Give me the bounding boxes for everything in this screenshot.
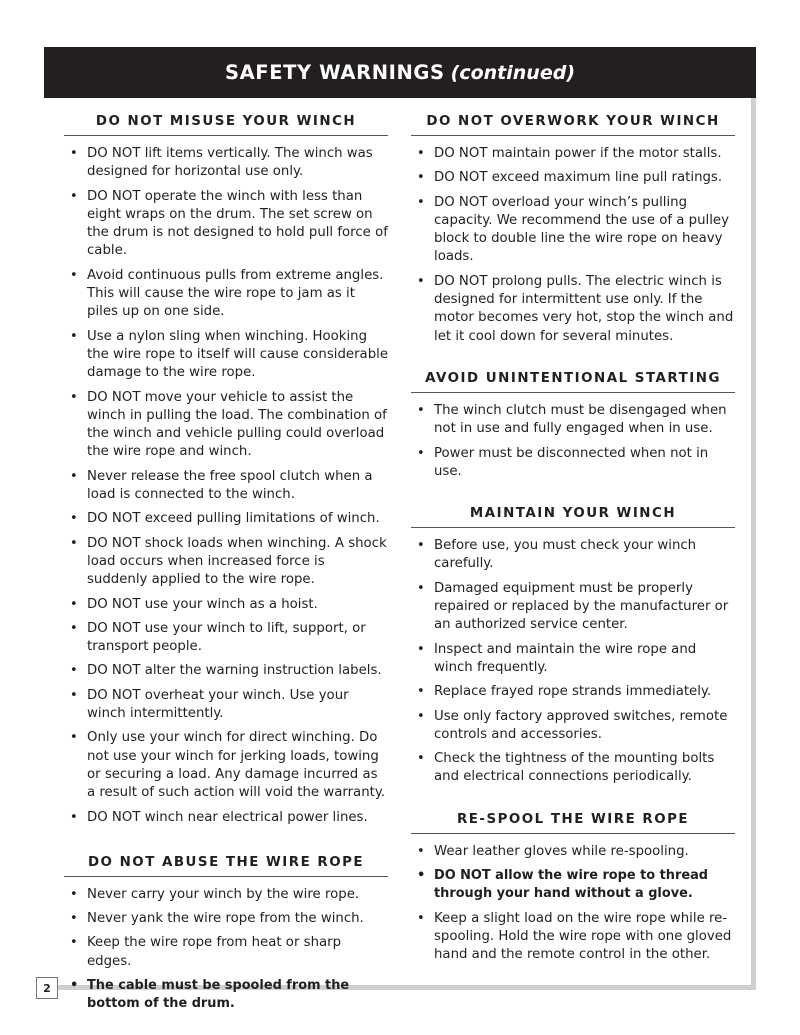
bullet-icon: • xyxy=(417,580,425,596)
bullet-icon: • xyxy=(417,445,425,461)
bullet-icon: • xyxy=(70,188,78,204)
bullet-icon: • xyxy=(417,273,425,289)
list-item xyxy=(411,867,735,904)
list-item-text: Check the tightness of the mounting bolts and electrical connections periodically. xyxy=(434,751,715,785)
bullet-icon: • xyxy=(70,809,78,825)
bullet-icon: • xyxy=(417,538,425,554)
list-item xyxy=(411,445,735,482)
list-item-text: DO NOT exceed maximum line pull ratings. xyxy=(434,170,723,186)
list-item-text: DO NOT operate the winch with less than eight wraps on the drum. The set screw on the drum is not designed to hold pull force of cable. xyxy=(87,188,388,259)
list-item xyxy=(64,687,388,724)
list-item xyxy=(64,977,388,1014)
bullet-icon: • xyxy=(70,267,78,283)
list-item xyxy=(64,596,388,614)
bullet-icon: • xyxy=(417,684,425,700)
list-item-text: Damaged equipment must be properly repaired or replaced by the manufacturer or an authorized service center. xyxy=(434,580,729,633)
list-item-text: Keep a slight load on the wire rope while re-spooling. Hold the wire rope with one gloved hand and the remote control in the other. xyxy=(434,910,732,963)
list-item-text: DO NOT use your winch as a hoist. xyxy=(87,596,318,612)
page-title-continued: (continued) xyxy=(450,61,576,84)
bullet-icon: • xyxy=(417,194,425,210)
bullet-list xyxy=(411,402,735,481)
right-column xyxy=(411,108,735,971)
bullet-icon: • xyxy=(417,170,425,186)
section-heading: MAINTAIN YOUR WINCH xyxy=(411,500,735,528)
list-item-text: DO NOT prolong pulls. The electric winch is designed for intermittent use only. If the motor becomes very hot, stop the winch and let it cool down for several minutes. xyxy=(434,273,734,344)
bullet-icon: • xyxy=(417,910,425,926)
list-item-text: DO NOT overload your winch’s pulling capacity. We recommend the use of a pulley block to double line the wire rope on heavy loads. xyxy=(434,194,729,265)
bullet-icon: • xyxy=(417,751,425,767)
bullet-icon: • xyxy=(70,663,78,679)
list-item xyxy=(411,843,735,861)
list-item-text: Avoid continuous pulls from extreme angles. This will cause the wire rope to jam as it piles up on one side. xyxy=(87,267,384,320)
list-item xyxy=(411,169,735,187)
list-item-text: DO NOT exceed pulling limitations of winch. xyxy=(87,511,380,527)
list-item xyxy=(411,641,735,678)
bullet-list xyxy=(64,145,388,827)
list-item xyxy=(64,510,388,528)
list-item-text: The winch clutch must be disengaged when not in use and fully engaged when in use. xyxy=(434,402,727,437)
section-maintain-your-winch xyxy=(411,500,735,787)
list-item-text: DO NOT lift items vertically. The winch was designed for horizontal use only. xyxy=(87,146,373,180)
list-item-text: Power must be disconnected when not in use. xyxy=(434,445,709,479)
list-item xyxy=(64,729,388,802)
list-item-text: Before use, you must check your winch carefully. xyxy=(434,538,697,572)
bullet-list xyxy=(64,886,388,1014)
section-do-not-overwork-your-winch xyxy=(411,108,735,346)
list-item-text: DO NOT allow the wire rope to thread through your hand without a glove. xyxy=(434,868,708,902)
bullet-icon: • xyxy=(70,146,78,161)
bullet-icon: • xyxy=(70,328,78,344)
list-item xyxy=(64,809,388,827)
bullet-list xyxy=(411,843,735,965)
bullet-icon: • xyxy=(417,708,425,724)
bullet-icon: • xyxy=(417,641,425,657)
list-item xyxy=(64,535,388,590)
list-item xyxy=(64,910,388,928)
section-heading: DO NOT OVERWORK YOUR WINCH xyxy=(411,108,735,136)
bullet-icon: • xyxy=(70,935,78,951)
list-item-text: DO NOT alter the warning instruction labels. xyxy=(87,663,382,679)
list-item xyxy=(411,750,735,787)
list-item xyxy=(64,468,388,505)
list-item xyxy=(411,580,735,635)
list-item-text: Use only factory approved switches, remote controls and accessories. xyxy=(434,708,728,742)
bullet-icon: • xyxy=(70,886,78,902)
list-item-text: Only use your winch for direct winching. Do not use your winch for jerking loads, towing or securing a load. Any damage incurred as a result of such action will void the warranty. xyxy=(87,730,386,801)
section-heading: AVOID UNINTENTIONAL STARTING xyxy=(411,365,735,393)
list-item xyxy=(411,145,735,163)
section-do-not-abuse-the-wire-rope xyxy=(64,849,388,1014)
left-column xyxy=(64,108,388,1020)
list-item-text: DO NOT shock loads when winching. A shock load occurs when increased force is suddenly applied to the wire rope. xyxy=(87,535,387,588)
list-item-text: Never yank the wire rope from the winch. xyxy=(87,911,364,927)
list-item-text: Never carry your winch by the wire rope. xyxy=(87,886,360,902)
list-item-text: Keep the wire rope from heat or sharp edges. xyxy=(87,935,342,969)
list-item xyxy=(64,267,388,322)
list-item xyxy=(64,145,388,182)
section-avoid-unintentional-starting xyxy=(411,365,735,481)
bullet-list xyxy=(411,537,735,787)
list-item xyxy=(64,934,388,971)
section-do-not-misuse-your-winch xyxy=(64,108,388,827)
list-item xyxy=(64,389,388,462)
list-item xyxy=(411,708,735,745)
list-item xyxy=(411,273,735,346)
list-item xyxy=(411,537,735,574)
bullet-icon: • xyxy=(70,730,78,746)
list-item xyxy=(64,886,388,904)
list-item-text: DO NOT maintain power if the motor stalls. xyxy=(434,146,722,161)
list-item-text: DO NOT winch near electrical power lines. xyxy=(87,809,368,825)
list-item xyxy=(411,194,735,267)
list-item-text: DO NOT overheat your winch. Use your winch intermittently. xyxy=(87,687,349,722)
list-item xyxy=(411,683,735,701)
page-header-banner xyxy=(44,47,756,98)
bullet-icon: • xyxy=(70,511,78,527)
bullet-icon: • xyxy=(70,911,78,927)
section-heading: DO NOT ABUSE THE WIRE ROPE xyxy=(64,849,388,877)
list-item-text: DO NOT use your winch to lift, support, or transport people. xyxy=(87,620,366,655)
bullet-icon: • xyxy=(70,389,78,405)
page-number: 2 xyxy=(36,977,58,999)
list-item xyxy=(64,328,388,383)
bullet-icon: • xyxy=(70,468,78,484)
bullet-icon: • xyxy=(70,535,78,551)
page-title: SAFETY WARNINGS xyxy=(224,61,445,84)
section-re-spool-the-wire-rope xyxy=(411,806,735,965)
list-item xyxy=(411,910,735,965)
bullet-icon: • xyxy=(70,687,78,703)
list-item-text: Use a nylon sling when winching. Hooking the wire rope to itself will cause considerable damage to the wire rope. xyxy=(87,328,389,381)
list-item xyxy=(64,662,388,680)
list-item-text: Inspect and maintain the wire rope and winch frequently. xyxy=(434,641,697,675)
bullet-list xyxy=(411,145,735,346)
list-item xyxy=(64,620,388,657)
list-item-text: Never release the free spool clutch when a load is connected to the winch. xyxy=(87,468,373,503)
bullet-icon: • xyxy=(70,620,78,636)
bullet-icon: • xyxy=(417,402,425,418)
bullet-icon: • xyxy=(417,843,425,859)
list-item xyxy=(64,188,388,261)
section-heading: DO NOT MISUSE YOUR WINCH xyxy=(64,108,388,136)
section-heading: RE-SPOOL THE WIRE ROPE xyxy=(411,806,735,834)
list-item-text: Replace frayed rope strands immediately. xyxy=(434,684,712,700)
bullet-icon: • xyxy=(70,596,78,612)
bullet-icon: • xyxy=(70,977,79,993)
list-item-text: Wear leather gloves while re-spooling. xyxy=(434,843,689,859)
list-item-text: DO NOT move your vehicle to assist the winch in pulling the load. The combination of the winch and vehicle pulling could overload the wire rope and winch. xyxy=(87,389,387,460)
list-item xyxy=(411,402,735,439)
list-item-text: The cable must be spooled from the bottom of the drum. xyxy=(87,977,350,1012)
bullet-icon: • xyxy=(417,146,425,161)
bullet-icon: • xyxy=(417,868,426,884)
